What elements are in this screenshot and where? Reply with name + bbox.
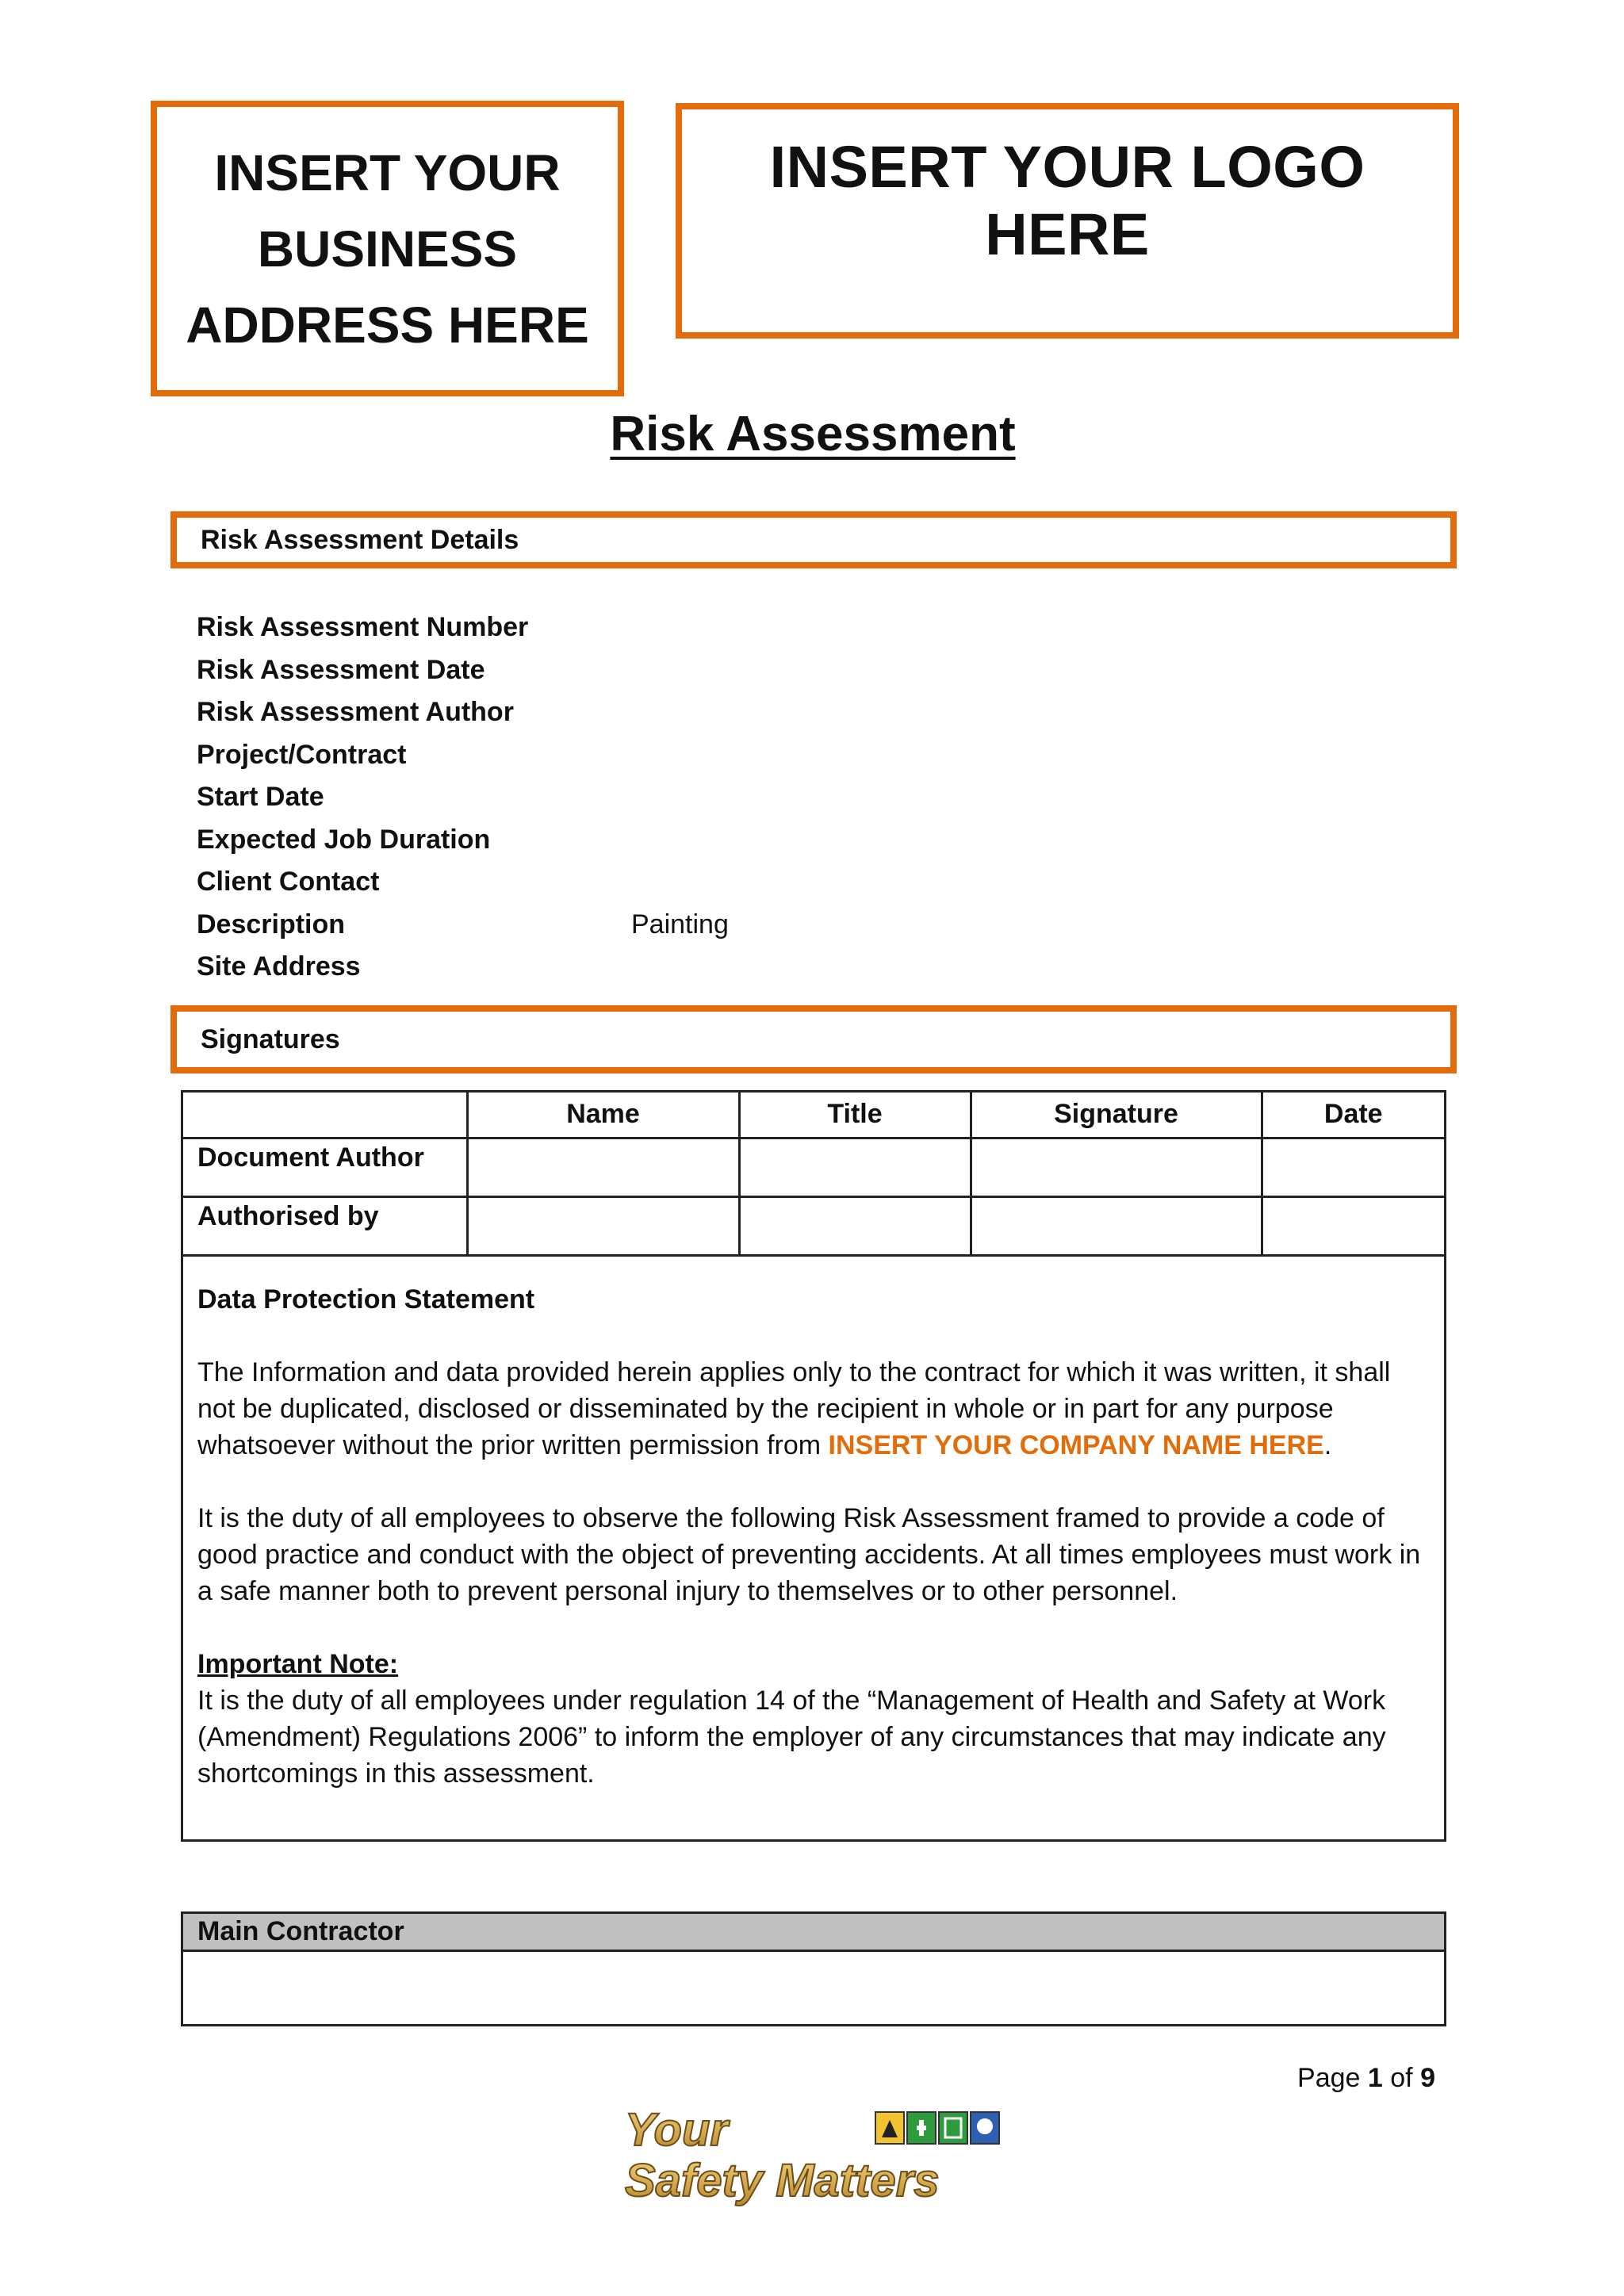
duty-paragraph: It is the duty of all employees to observe the following Risk Assessment framed to provide a code of good practice and conduct with the object of preventing accidents. At all times employees must work in a safe manner both to prevent personal injury to themselves or to other personnel.: [197, 1503, 1421, 1606]
date-cell[interactable]: [1262, 1138, 1444, 1196]
detail-row: [197, 861, 1386, 904]
title-cell[interactable]: [739, 1196, 971, 1255]
column-header: [183, 1093, 467, 1138]
details-section-header: [170, 511, 1457, 568]
detail-row: [197, 734, 1386, 777]
detail-label: Description: [197, 909, 346, 939]
signature-cell[interactable]: [971, 1196, 1262, 1255]
page-title: [476, 406, 1150, 462]
main-contractor-box: [181, 1911, 1446, 2026]
detail-label: Risk Assessment Date: [197, 654, 485, 685]
name-cell[interactable]: [467, 1196, 739, 1255]
signatures-section-heading: Signatures: [201, 1024, 340, 1054]
table-header-row: [183, 1093, 1444, 1138]
detail-row: [197, 776, 1386, 819]
details-list: [197, 607, 1386, 989]
page-title-text: Risk Assessment: [610, 407, 1016, 461]
name-cell[interactable]: [467, 1138, 739, 1196]
brand-line2: Safety Matters: [625, 2155, 940, 2206]
detail-label: Expected Job Duration: [197, 824, 491, 855]
detail-row: [197, 904, 1386, 947]
detail-value: Painting: [631, 909, 729, 939]
detail-label: Risk Assessment Number: [197, 612, 529, 642]
row-label: Authorised by: [183, 1196, 467, 1255]
detail-label: Client Contact: [197, 867, 380, 897]
details-section-heading: Risk Assessment Details: [201, 524, 519, 555]
title-cell[interactable]: [739, 1138, 971, 1196]
logo-placeholder: INSERT YOUR LOGO HERE: [769, 134, 1365, 267]
signature-cell[interactable]: [971, 1138, 1262, 1196]
column-header-date: Date: [1262, 1093, 1444, 1138]
safety-signs-icon: [875, 2112, 999, 2144]
column-header-name: Name: [467, 1093, 739, 1138]
detail-row: [197, 946, 1386, 989]
signatures-frame: [181, 1090, 1446, 1842]
business-address-box: [151, 101, 624, 396]
company-name-placeholder: INSERT YOUR COMPANY NAME HERE: [828, 1430, 1324, 1460]
column-header-title: Title: [739, 1093, 971, 1138]
date-cell[interactable]: [1262, 1196, 1444, 1255]
signatures-table: [183, 1093, 1444, 1257]
detail-label: Start Date: [197, 782, 324, 812]
data-protection-statement: [197, 1281, 1431, 1792]
detail-label: Risk Assessment Author: [197, 697, 514, 727]
main-contractor-heading: Main Contractor: [183, 1914, 1444, 1952]
page-number: Page 1 of 9: [1297, 2063, 1435, 2093]
detail-label: Site Address: [197, 951, 361, 982]
main-contractor-value[interactable]: [183, 1952, 1444, 2026]
data-protection-heading: Data Protection Statement: [197, 1284, 535, 1314]
detail-row: [197, 607, 1386, 649]
brand-logo: [620, 2099, 1009, 2210]
important-note-heading: Important Note:: [197, 1649, 399, 1679]
table-row: [183, 1196, 1444, 1255]
detail-row: [197, 819, 1386, 862]
brand-logo-graphic: [620, 2099, 1009, 2210]
signatures-section-header: [170, 1005, 1457, 1073]
table-row: [183, 1138, 1444, 1196]
data-protection-paragraph: The Information and data provided herein applies only to the contract for which it was written, it shall not be duplicated, disclosed or disseminated by the recipient in whole or in part for any purpose whatsoever without the prior written permission from INSERT YOUR COMPANY NAME HERE.: [197, 1357, 1391, 1460]
brand-line1: Your: [625, 2104, 728, 2156]
logo-box: [676, 103, 1459, 339]
detail-row: [197, 691, 1386, 734]
business-address-placeholder: INSERT YOUR BUSINESS ADDRESS HERE: [186, 144, 589, 354]
detail-label: Project/Contract: [197, 739, 407, 770]
important-note-text: It is the duty of all employees under regulation 14 of the “Management of Health and Safety at Work (Amendment) Regulations 2006” to inform the employer of any circumstances that may indicate any shortcomings in this assessment.: [197, 1686, 1386, 1789]
column-header-signature: Signature: [971, 1093, 1262, 1138]
row-label: Document Author: [183, 1138, 467, 1196]
detail-row: [197, 649, 1386, 692]
